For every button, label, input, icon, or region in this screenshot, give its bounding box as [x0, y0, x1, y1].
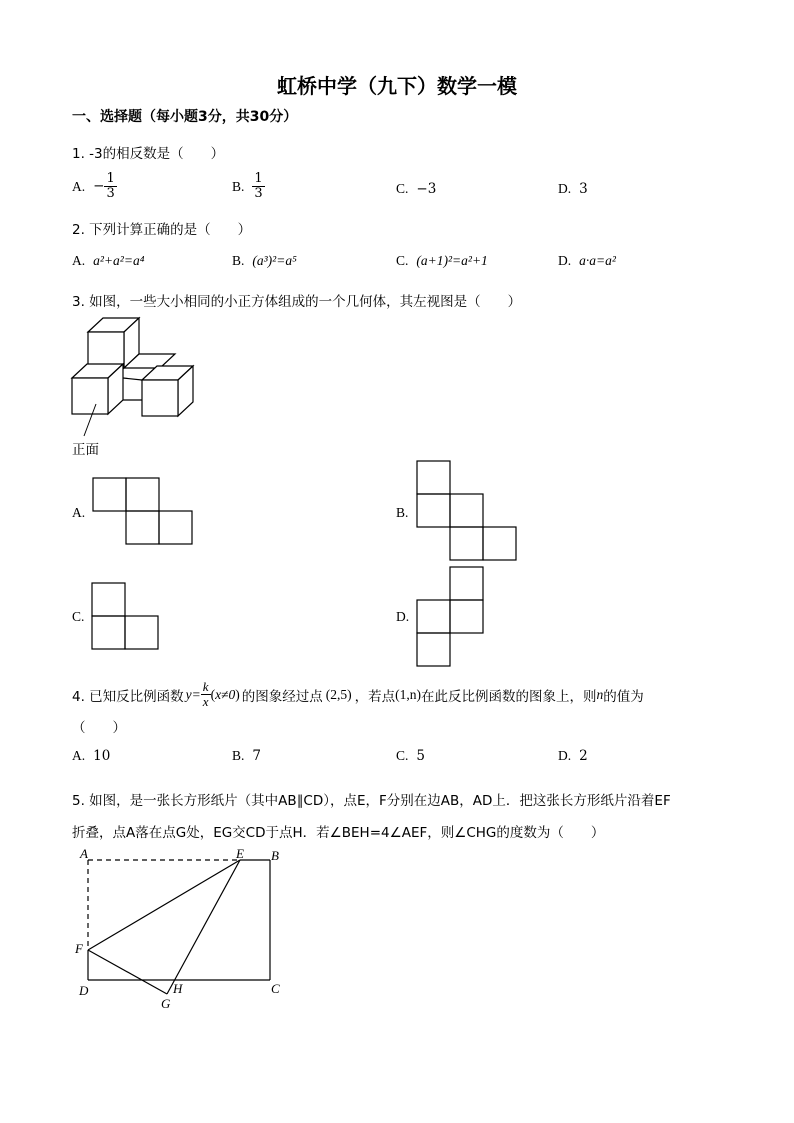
option-label: C. — [396, 748, 409, 763]
q4-formula: y= $\frac{k}{x}$ ( x≠0 ) — [185, 679, 240, 709]
point-d-label: D — [79, 983, 89, 998]
q4-text-before: 4. 已知反比例函数 — [72, 688, 184, 705]
option-label: A. — [72, 748, 86, 763]
q4-point-2: (1,n) — [395, 686, 421, 702]
q4-text-mid: 的图象经过点 — [241, 688, 323, 705]
q4-text-mid2: ，若点 — [354, 688, 396, 705]
option-value: 7 — [252, 748, 261, 764]
section-heading: 一、选择题（每小题3分，共30分） — [72, 109, 298, 125]
question-1-text: 1. -3的相反数是（ ） — [72, 146, 225, 162]
option-label: C. — [72, 609, 85, 624]
option-label: D. — [558, 181, 572, 196]
front-label: 正面 — [72, 442, 99, 458]
option-label: B. — [232, 253, 245, 268]
option-value: 3 — [579, 181, 588, 197]
option-label: A. — [72, 253, 86, 268]
question-3-text: 3. 如图，一些大小相同的小正方体组成的一个几何体，其左视图是（ ） — [72, 294, 522, 310]
q4-var: n — [596, 686, 604, 702]
q4-paren: （ ） — [72, 720, 126, 736]
option-label: A. — [72, 505, 86, 520]
option-label: B. — [232, 748, 245, 763]
option-value: 2 — [579, 748, 588, 764]
q4-point-1: (2,5) — [325, 686, 352, 702]
option-label: D. — [396, 609, 410, 624]
option-label: B. — [232, 178, 245, 194]
option-label: C. — [396, 253, 409, 268]
point-a-label: A — [80, 846, 88, 861]
option-value: 10 — [93, 748, 111, 764]
option-label: D. — [558, 748, 572, 763]
option-label: C. — [396, 181, 409, 196]
point-h-label: H — [173, 981, 183, 996]
page-title: 虹桥中学（九下）数学一模 — [277, 74, 517, 98]
option-value: $\frac{1}{3}$ — [254, 171, 263, 201]
question-5-line-2: 折叠，点A落在点G处，EG交CD于点H．若∠BEH=4∠AEF，则∠CHG的度数为（ ） — [72, 825, 605, 841]
option-value: a·a=a² — [579, 253, 616, 268]
q4-text-end: 的值为 — [603, 688, 644, 705]
q4-text-after: 在此反比例函数的图象上，则 — [420, 688, 597, 705]
point-b-label: B — [271, 848, 279, 863]
option-label: A. — [72, 178, 86, 194]
point-f-label: F — [75, 941, 83, 956]
question-5-line-1: 5. 如图，是一张长方形纸片（其中AB∥CD），点E，F分别在边AB，AD上．把这张长方形纸片沿着EF — [72, 793, 671, 809]
option-label: B. — [396, 505, 409, 520]
point-g-label: G — [161, 996, 171, 1011]
option-value: 5 — [416, 748, 425, 764]
option-value: − $\frac{1}{3}$ — [93, 171, 115, 201]
point-e-label: E — [236, 846, 244, 861]
option-value: (a³)²=a⁵ — [252, 253, 297, 268]
point-c-label: C — [271, 981, 280, 996]
question-2-text: 2. 下列计算正确的是（ ） — [72, 222, 252, 238]
option-label: D. — [558, 253, 572, 268]
option-value: −3 — [416, 181, 437, 197]
option-value: (a+1)²=a²+1 — [416, 253, 488, 268]
option-value: a²+a²=a⁴ — [93, 253, 145, 268]
